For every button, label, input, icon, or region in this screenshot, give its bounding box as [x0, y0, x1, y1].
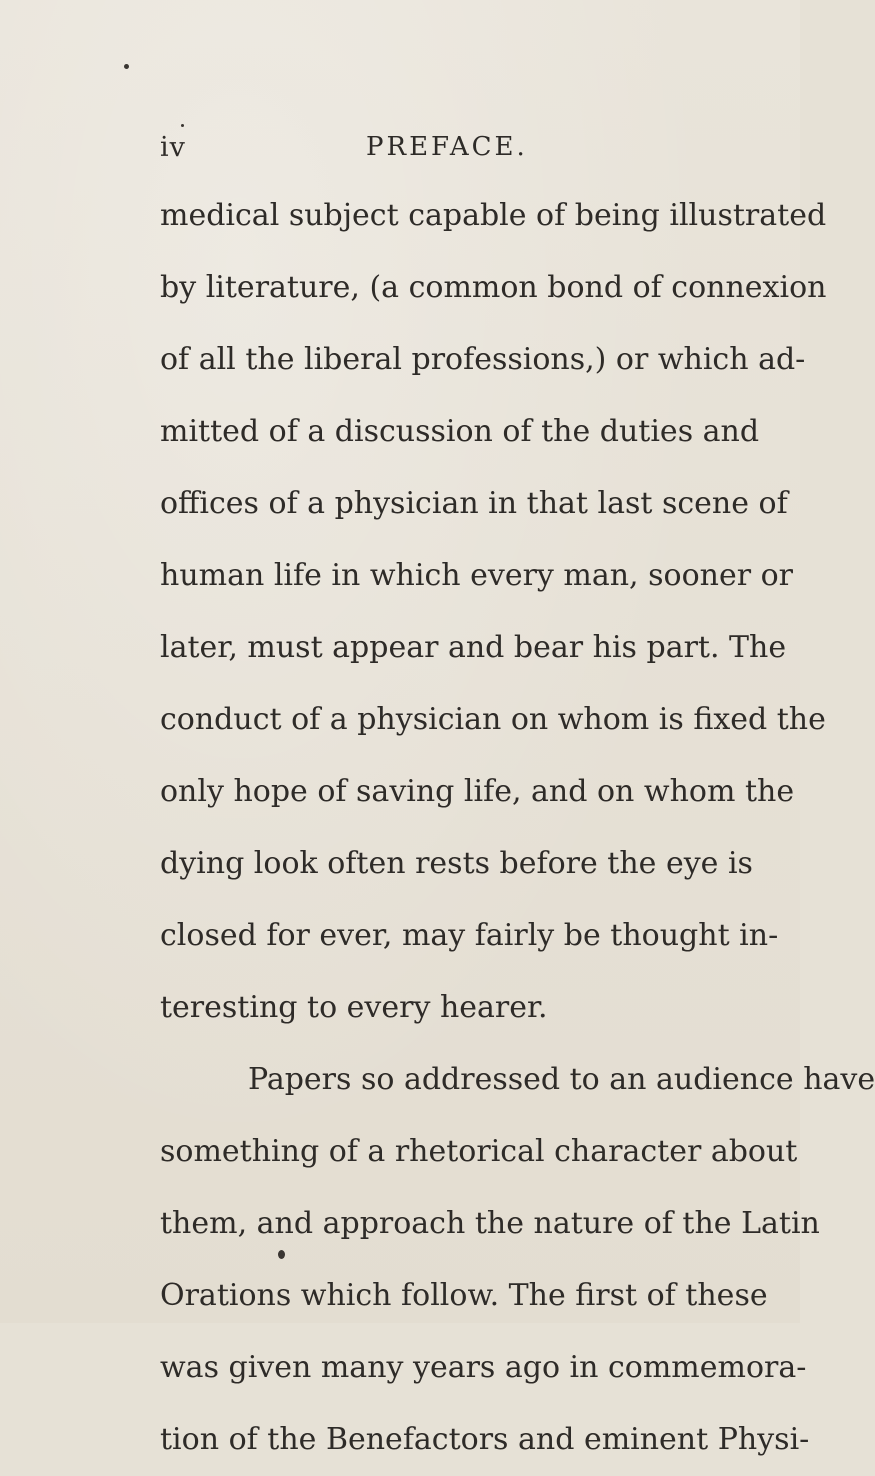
text-line: by literature, (a common bond of connexion — [160, 270, 827, 305]
text-line: Papers so addressed to an audience have — [248, 1062, 875, 1097]
ink-speck — [278, 1250, 285, 1259]
page-number: iv — [160, 132, 186, 163]
ink-speck — [124, 64, 129, 69]
text-line: Orations which follow. The first of these — [160, 1278, 768, 1313]
text-line: tion of the Benefactors and eminent Physi- — [160, 1422, 810, 1457]
text-line: of all the liberal professions,) or which ad- — [160, 342, 806, 377]
text-line: dying look often rests before the eye is — [160, 846, 753, 881]
text-line: conduct of a physician on whom is fixed the — [160, 702, 826, 737]
text-line: human life in which every man, sooner or — [160, 558, 794, 593]
ink-speck — [181, 124, 184, 127]
text-line: them, and approach the nature of the Latin — [160, 1206, 820, 1241]
body-text — [160, 180, 875, 1476]
text-line: was given many years ago in commemora- — [160, 1350, 807, 1385]
text-line: teresting to every hearer. — [160, 990, 548, 1025]
paragraph-2 — [160, 1044, 875, 1476]
page-header — [0, 132, 800, 172]
text-line: closed for ever, may fairly be thought in- — [160, 918, 779, 953]
text-line: later, must appear and bear his part. The — [160, 630, 787, 665]
text-line: only hope of saving life, and on whom the — [160, 774, 795, 809]
paragraph-1 — [160, 180, 827, 1044]
text-line: something of a rhetorical character about — [160, 1134, 798, 1169]
text-line: mitted of a discussion of the duties and — [160, 414, 760, 449]
text-line: medical subject capable of being illustrated — [160, 198, 827, 233]
running-head: PREFACE. — [366, 132, 528, 162]
text-line: offices of a physician in that last scene of — [160, 486, 788, 521]
